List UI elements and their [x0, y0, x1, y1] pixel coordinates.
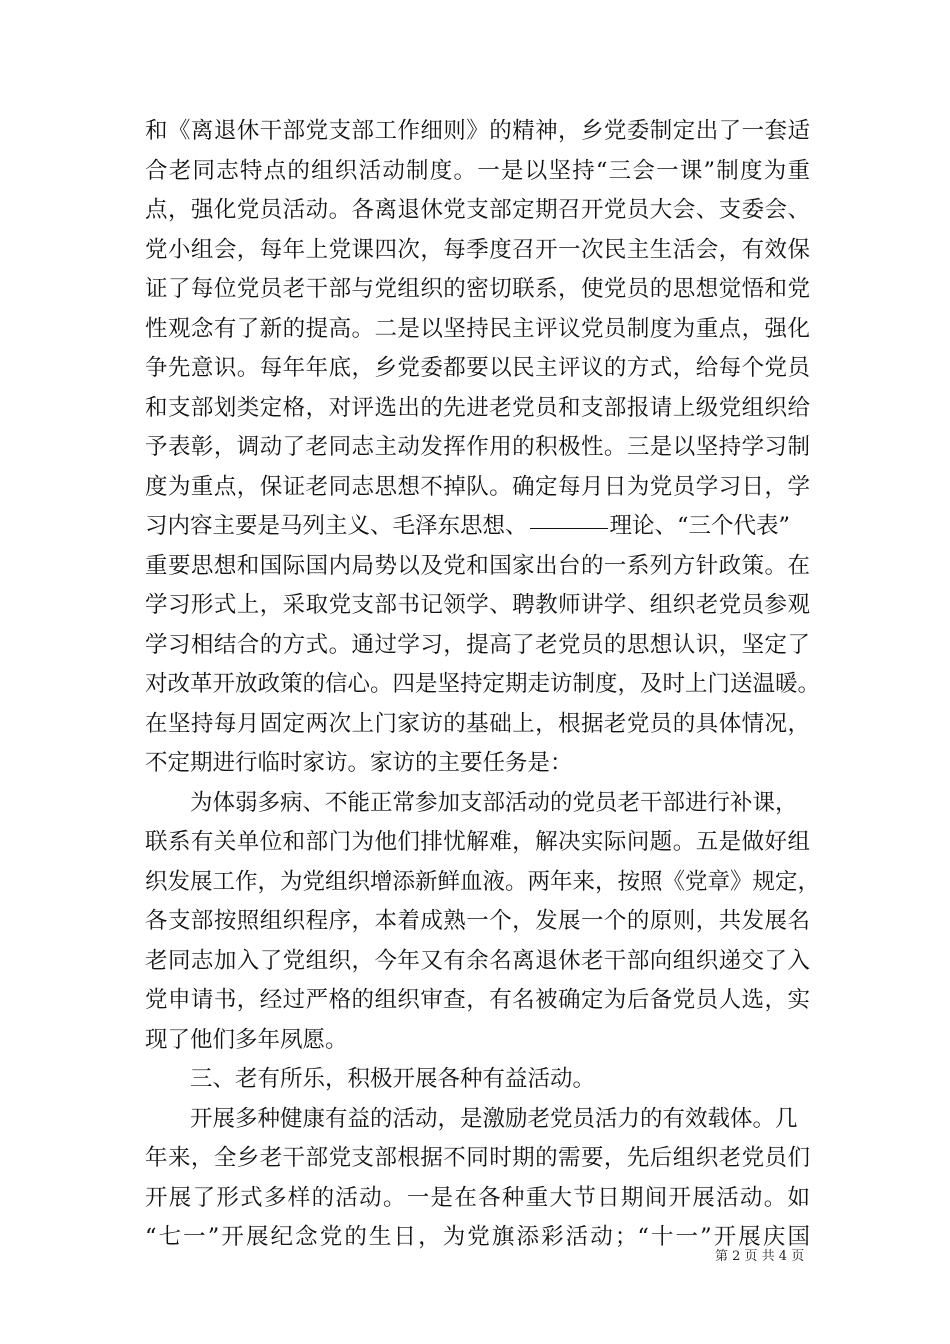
- section-heading: 三、老有所乐，积极开展各种有益活动。: [190, 1066, 596, 1092]
- fill-in-blank: [530, 527, 608, 529]
- text-line: 不定期进行临时家访。家访的主要任务是：: [145, 750, 573, 776]
- text-line: 度为重点，保证老同志思想不掉队。确定每月日为党员学习日，学: [145, 473, 810, 500]
- text-line: 织发展工作，为党组织增添新鲜血液。两年来，按照《党章》规定，: [145, 868, 821, 895]
- text-line-with-blank: [145, 507, 810, 547]
- text-line: 证了每位党员老干部与党组织的密切联系，使党员的思想觉悟和党: [145, 276, 810, 302]
- text-line: 年来，全乡老干部党支部根据不同时期的需要，先后组织老党员们: [145, 1145, 810, 1171]
- page-number: 第 2 页 共 4 页: [715, 1249, 805, 1264]
- text-line: 学习形式上，采取党支部书记领学、聘教师讲学、组织老党员参观: [145, 592, 810, 618]
- text-line: 联系有关单位和部门为他们排忧解难，解决实际问题。五是做好组: [145, 829, 810, 855]
- text-line: 和支部划类定格，对评选出的先进老党员和支部报请上级党组织给: [145, 394, 810, 421]
- text-line: 性观念有了新的提高。二是以坚持民主评议党员制度为重点，强化: [145, 315, 810, 342]
- text-segment: 习内容主要是马列主义、毛泽东思想、: [145, 513, 528, 539]
- text-line: 点，强化党员活动。各离退休党支部定期召开党员大会、支委会、: [145, 197, 810, 223]
- text-line: 党申请书，经过严格的组织审查，有名被确定为后备党员人选，实: [145, 987, 810, 1013]
- text-line: 合老同志特点的组织活动制度。一是以坚持“三会一课”制度为重: [145, 157, 810, 184]
- text-line: 老同志加入了党组织，今年又有余名离退休老干部向组织递交了入: [145, 947, 810, 974]
- text-line: 重要思想和国际国内局势以及党和国家出台的一系列方针政策。在: [145, 552, 810, 579]
- text-line: 学习相结合的方式。通过学习，提高了老党员的思想认识，坚定了: [145, 631, 810, 658]
- text-line: 争先意识。每年年底，乡党委都要以民主评议的方式，给每个党员: [145, 355, 810, 381]
- text-segment: 理论、“三个代表”: [609, 513, 791, 539]
- text-line: “七一”开展纪念党的生日，为党旗添彩活动；“十一”开展庆国: [145, 1224, 810, 1250]
- text-line: 现了他们多年夙愿。: [145, 1026, 348, 1053]
- text-line: 在坚持每月固定两次上门家访的基础上，根据老党员的具体情况，: [145, 710, 810, 737]
- text-line: 和《离退休干部党支部工作细则》的精神，乡党委制定出了一套适: [145, 118, 810, 144]
- text-line: 开展了形式多样的活动。一是在各种重大节日期间开展活动。如: [145, 1184, 810, 1211]
- body-text: [145, 112, 821, 1258]
- text-line: 党小组会，每年上党课四次，每季度召开一次民主生活会，有效保: [145, 236, 810, 263]
- paragraph-start: 为体弱多病、不能正常参加支部活动的党员老干部进行补课，: [190, 789, 798, 816]
- text-line: 各支部按照组织程序，本着成熟一个，发展一个的原则，共发展名: [145, 908, 810, 934]
- paragraph-start: 开展多种健康有益的活动，是激励老党员活力的有效载体。几: [190, 1105, 798, 1132]
- text-line: 对改革开放政策的信心。四是坚持定期走访制度，及时上门送温暖。: [145, 671, 821, 697]
- text-line: 予表彰，调动了老同志主动发挥作用的积极性。三是以坚持学习制: [145, 434, 810, 460]
